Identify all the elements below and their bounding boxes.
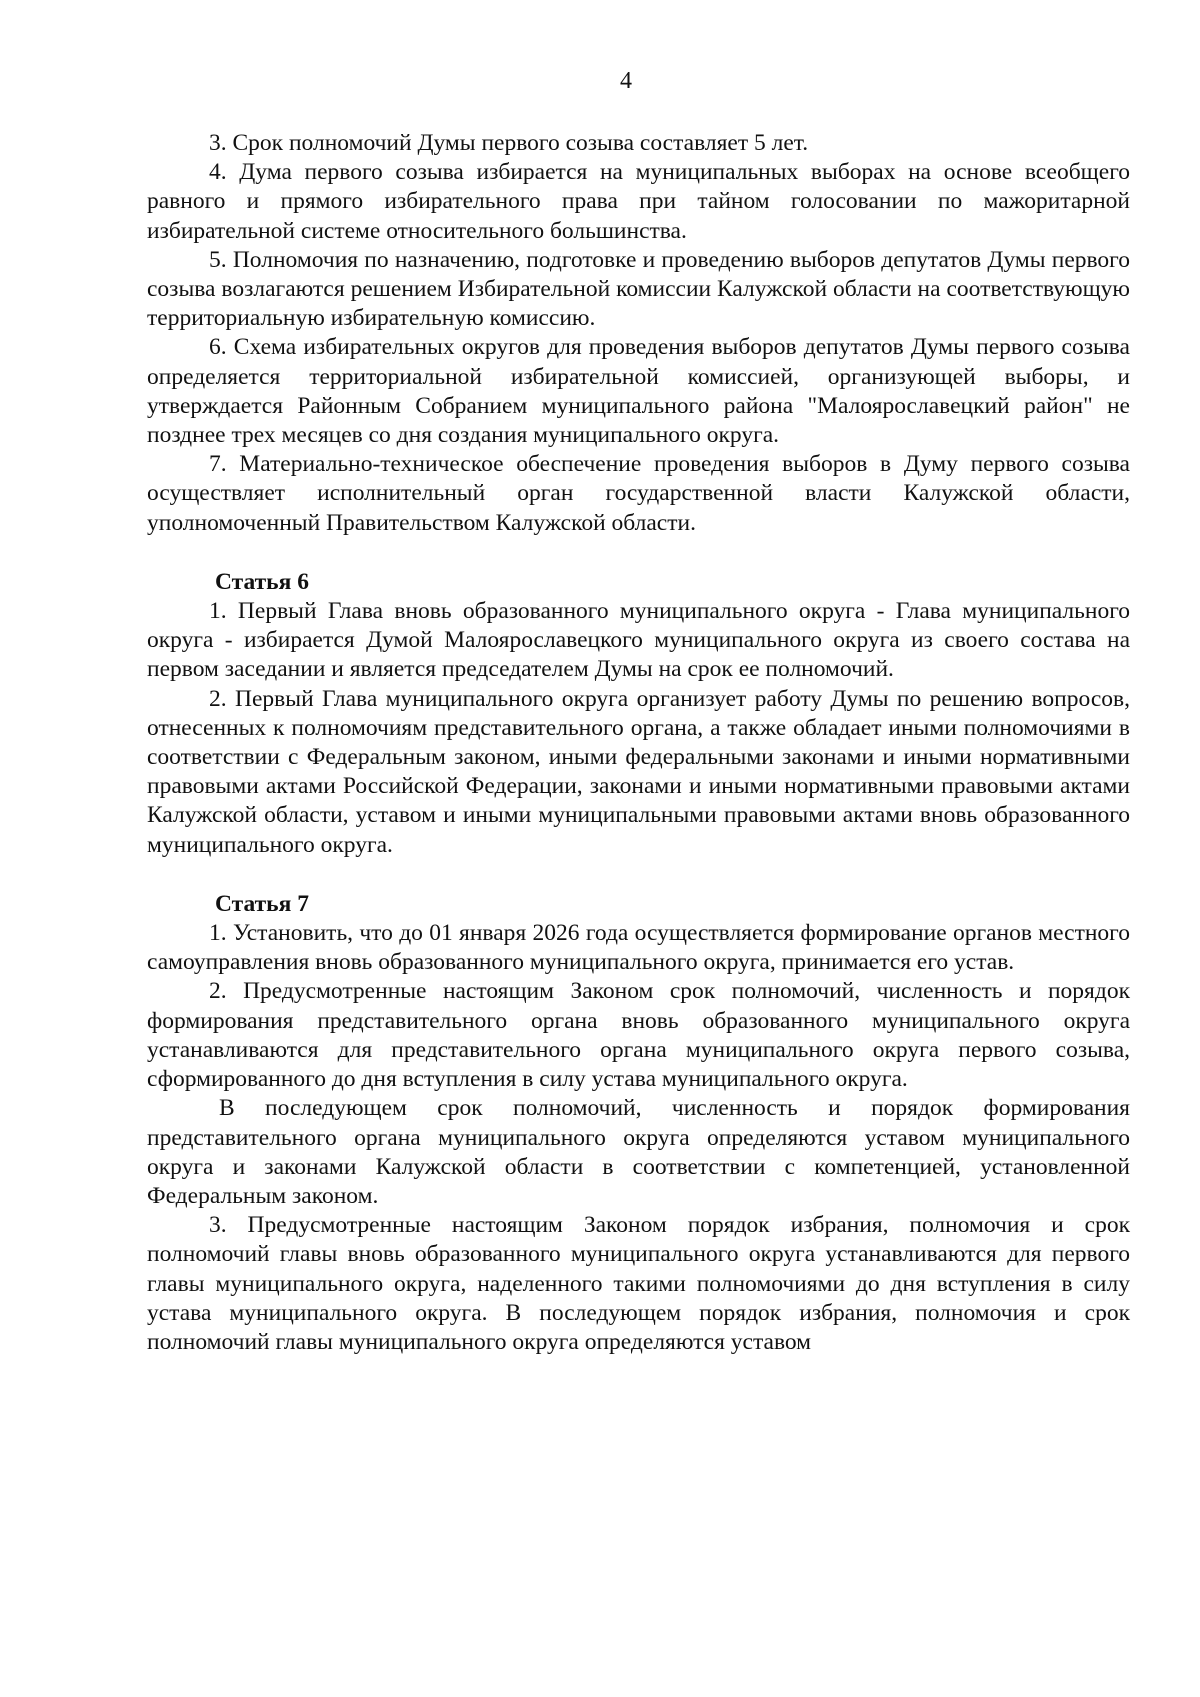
paragraph-clause-7: 7. Материально-техническое обеспечение проведения выборов в Думу первого созыва осуществляет исполнительный орган государственной власти Калужской области, уполномоченный Правительством Калужской области. [147,451,1130,536]
article-7-heading: Статья 7 [215,890,309,917]
article-6-heading: Статья 6 [215,568,309,595]
article-7-paragraph: 2. Предусмотренные настоящим Законом срок полномочий, численность и порядок формирования представительного органа вновь образованного муниципального округа устанавливаются для представительного органа муниципального округа первого созыва, сформированного до дня вступления в силу устава муниципального округа. [147,978,1130,1093]
page-number: 4 [620,68,632,94]
paragraph-clause-4: 4. Дума первого созыва избирается на муниципальных выборах на основе всеобщего равного и прямого избирательного права при тайном голосовании по мажоритарной избирательной системе относительного большинства. [147,159,1130,244]
paragraph-clause-6: 6. Схема избирательных округов для проведения выборов депутатов Думы первого созыва определяется территориальной избирательной комиссией, организующей выборы, и утверждается Районным Собранием муниципального района "Малоярославецкий район" не позднее трех месяцев со дня создания муниципального округа. [147,334,1130,449]
article-7-paragraph: В последующем срок полномочий, численность и порядок формирования представительного органа муниципального округа определяются уставом муниципального округа и законами Калужской области в соответствии с компетенцией, установленной Федеральным законом. [147,1095,1130,1209]
document-body [147,129,1130,1357]
paragraph-clause-5: 5. Полномочия по назначению, подготовке и проведению выборов депутатов Думы первого созыва возлагаются решением Избирательной комиссии Калужской области на соответствующую территориальную избирательную комиссию. [147,246,1130,332]
article-6-paragraph: 2. Первый Глава муниципального округа организует работу Думы по решению вопросов, отнесенных к полномочиям представительного органа, а также обладает иными полномочиями в соответствии с Федеральным законом, иными федеральными законами и иными нормативными правовыми актами Российской Федерации, законами и иными нормативными правовыми актами Калужской области, уставом и иными муниципальными правовыми актами вновь образованного муниципального округа. [147,685,1130,858]
paragraph-clause-3: 3. Срок полномочий Думы первого созыва составляет 5 лет. [209,130,809,156]
article-7-paragraph: 1. Установить, что до 01 января 2026 года осуществляется формирование органов местного самоуправления вновь образованного муниципального округа, принимается его устав. [147,920,1130,976]
article-6-paragraph: 1. Первый Глава вновь образованного муниципального округа - Глава муниципального округа - избирается Думой Малоярославецкого муниципального округа из своего состава на первом заседании и является председателем Думы на срок ее полномочий. [147,598,1130,683]
article-7-paragraph: 3. Предусмотренные настоящим Законом порядок избрания, полномочия и срок полномочий главы вновь образованного муниципального округа устанавливаются для первого главы муниципального округа, наделенного такими полномочиями до дня вступления в силу устава муниципального округа. В последующем порядок избрания, полномочия и срок полномочий главы муниципального округа определяются уставом [147,1212,1130,1355]
